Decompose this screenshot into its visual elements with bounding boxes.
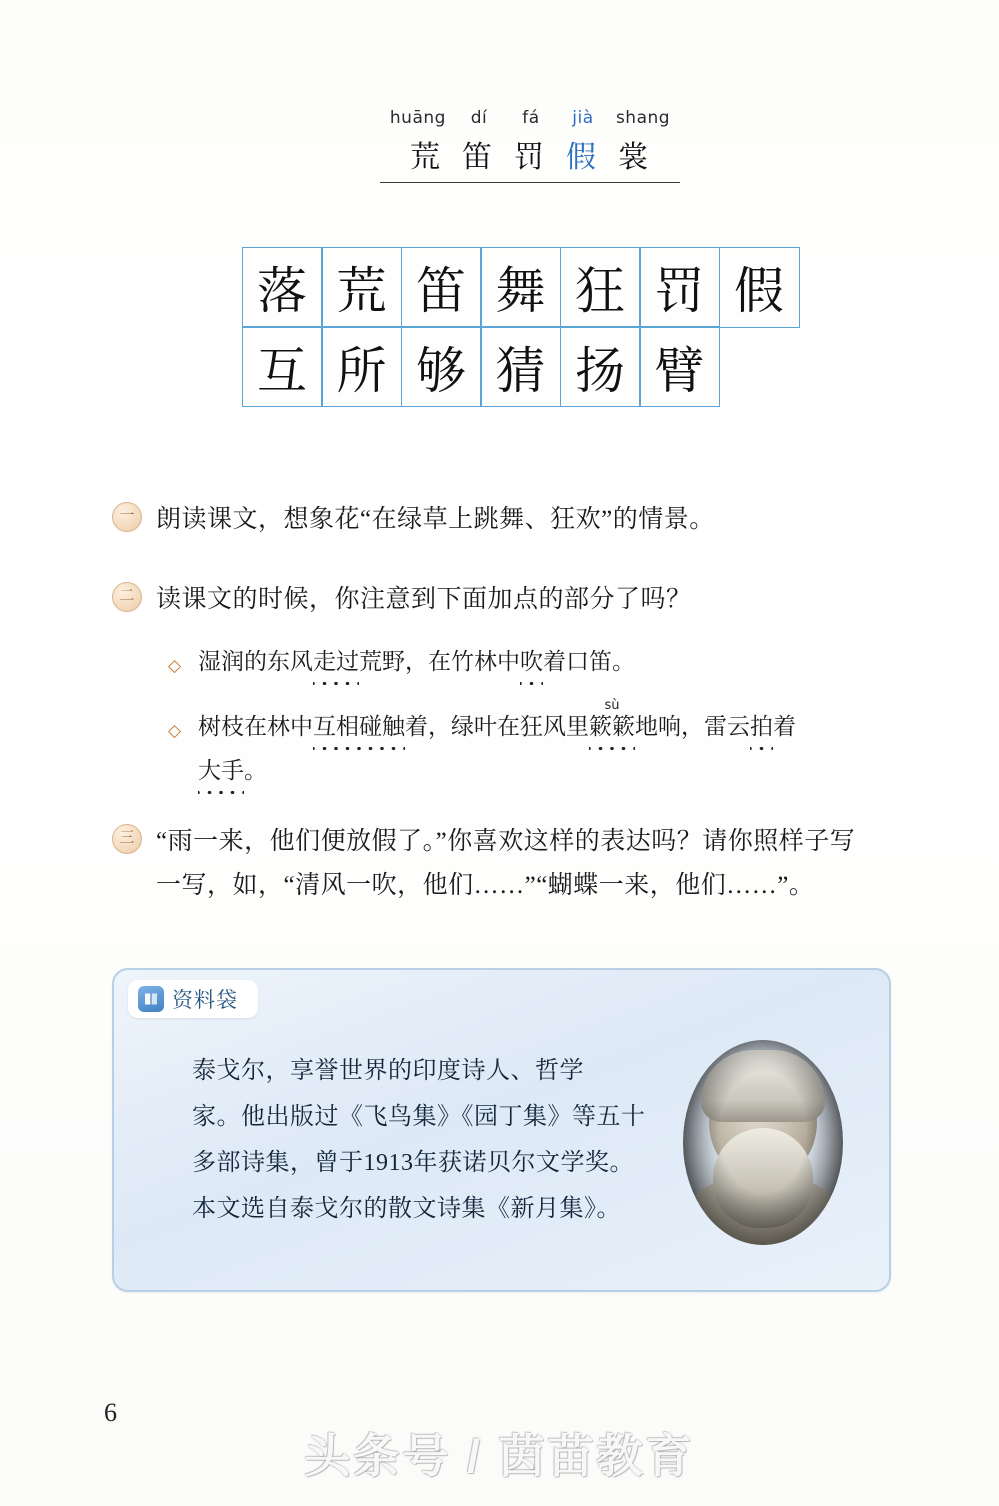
text-part-emphasized: 走过 (313, 640, 359, 684)
watermark-text: 头条号 / 茵苗教育 (304, 1430, 695, 1482)
ruby-group (589, 698, 635, 749)
grid-cell: 笛 (401, 247, 482, 328)
hanzi-row (370, 132, 690, 176)
sub-item-2 (168, 698, 958, 793)
hanzi-3: 假 (566, 141, 598, 174)
header-underline (380, 182, 680, 183)
text-part: 树枝在林中 (198, 714, 313, 739)
pinyin-0: huāng (389, 108, 446, 128)
text-part-emphasized: 大手 (198, 749, 244, 793)
hanzi-4: 裳 (618, 141, 650, 174)
text-part-emphasized: 簌簌 (589, 705, 635, 749)
grid-cell: 猜 (480, 326, 561, 407)
page-number: 6 (104, 1398, 117, 1427)
exercise-number-badge: 三 (112, 824, 142, 854)
grid-cell: 落 (242, 247, 323, 328)
grid-cell: 狂 (560, 247, 641, 328)
exercise-line-1: “雨一来，他们便放假了。”你喜欢这样的表达吗？请你照样子写 (156, 828, 856, 855)
pinyin-row (370, 108, 690, 128)
info-box-tab (128, 980, 258, 1018)
exercise-text (156, 820, 855, 908)
character-grid-row (243, 248, 800, 328)
text-part: 。 (244, 758, 267, 783)
tagore-portrait-image (683, 1040, 843, 1245)
exercise-text: 读课文的时候，你注意到下面加点的部分了吗？ (156, 586, 692, 613)
info-line: 家。他出版过《飞鸟集》《园丁集》等五十 (192, 1104, 646, 1130)
text-part: 湿润的东风 (198, 649, 313, 674)
grid-cell: 互 (242, 326, 323, 407)
grid-cell: 扬 (560, 326, 641, 407)
text-part-emphasized: 互相碰触 (313, 705, 405, 749)
text-part: 着 (773, 714, 796, 739)
watermark (0, 1420, 999, 1486)
diamond-bullet-icon: ◇ (168, 656, 182, 675)
book-icon (138, 986, 164, 1012)
exercise-text: 朗读课文，想象花“在绿草上跳舞、狂欢”的情景。 (156, 506, 715, 533)
sub-item-text (198, 640, 635, 684)
info-line: 泰戈尔，享誉世界的印度诗人、哲学 (192, 1058, 584, 1084)
hanzi-0: 荒 (410, 141, 442, 174)
info-line: 本文选自泰戈尔的散文诗集《新月集》。 (192, 1196, 621, 1222)
sub-item-1 (168, 640, 928, 688)
text-part-emphasized: 吹 (520, 640, 543, 684)
exercise-item-3 (112, 820, 942, 908)
grid-cell: 臂 (639, 326, 720, 407)
hanzi-1: 笛 (462, 141, 494, 174)
exercise-number-badge: 二 (112, 582, 142, 612)
pinyin-3: jià (572, 108, 594, 128)
portrait-vignette (683, 1040, 843, 1245)
text-part: 着口笛。 (543, 649, 635, 674)
info-box-tab-label: 资料袋 (172, 988, 238, 1012)
character-grid (243, 248, 800, 407)
grid-cell: 假 (719, 247, 800, 328)
exercise-item-2 (112, 578, 912, 622)
diamond-bullet-icon: ◇ (168, 721, 182, 740)
exercise-line-2: 一写，如，“清风一吹，他们……”“蝴蝶一来，他们……”。 (156, 872, 815, 899)
grid-cell: 罚 (639, 247, 720, 328)
text-part: 地响，雷云 (635, 714, 750, 739)
info-line: 多部诗集，曾于1913年获诺贝尔文学奖。 (192, 1150, 634, 1176)
character-grid-row (243, 328, 800, 408)
new-words-header (370, 108, 690, 183)
hanzi-2: 罚 (514, 141, 546, 174)
info-box-text (192, 1048, 712, 1232)
pinyin-4: shang (615, 108, 671, 128)
exercise-item-1 (112, 498, 912, 542)
ruby-pinyin: sù (604, 698, 620, 713)
text-part-emphasized: 拍 (750, 705, 773, 749)
text-part: 荒野，在竹林中 (359, 649, 520, 674)
grid-cell: 所 (321, 326, 402, 407)
pinyin-1: dí (470, 108, 488, 128)
grid-cell: 够 (401, 326, 482, 407)
grid-cell: 舞 (480, 247, 561, 328)
pinyin-2: fá (522, 108, 540, 128)
text-part: 着，绿叶在狂风里 (405, 714, 589, 739)
sub-item-text (198, 698, 796, 793)
grid-cell: 荒 (321, 247, 402, 328)
info-box (112, 968, 891, 1292)
exercise-number-badge: 一 (112, 502, 142, 532)
